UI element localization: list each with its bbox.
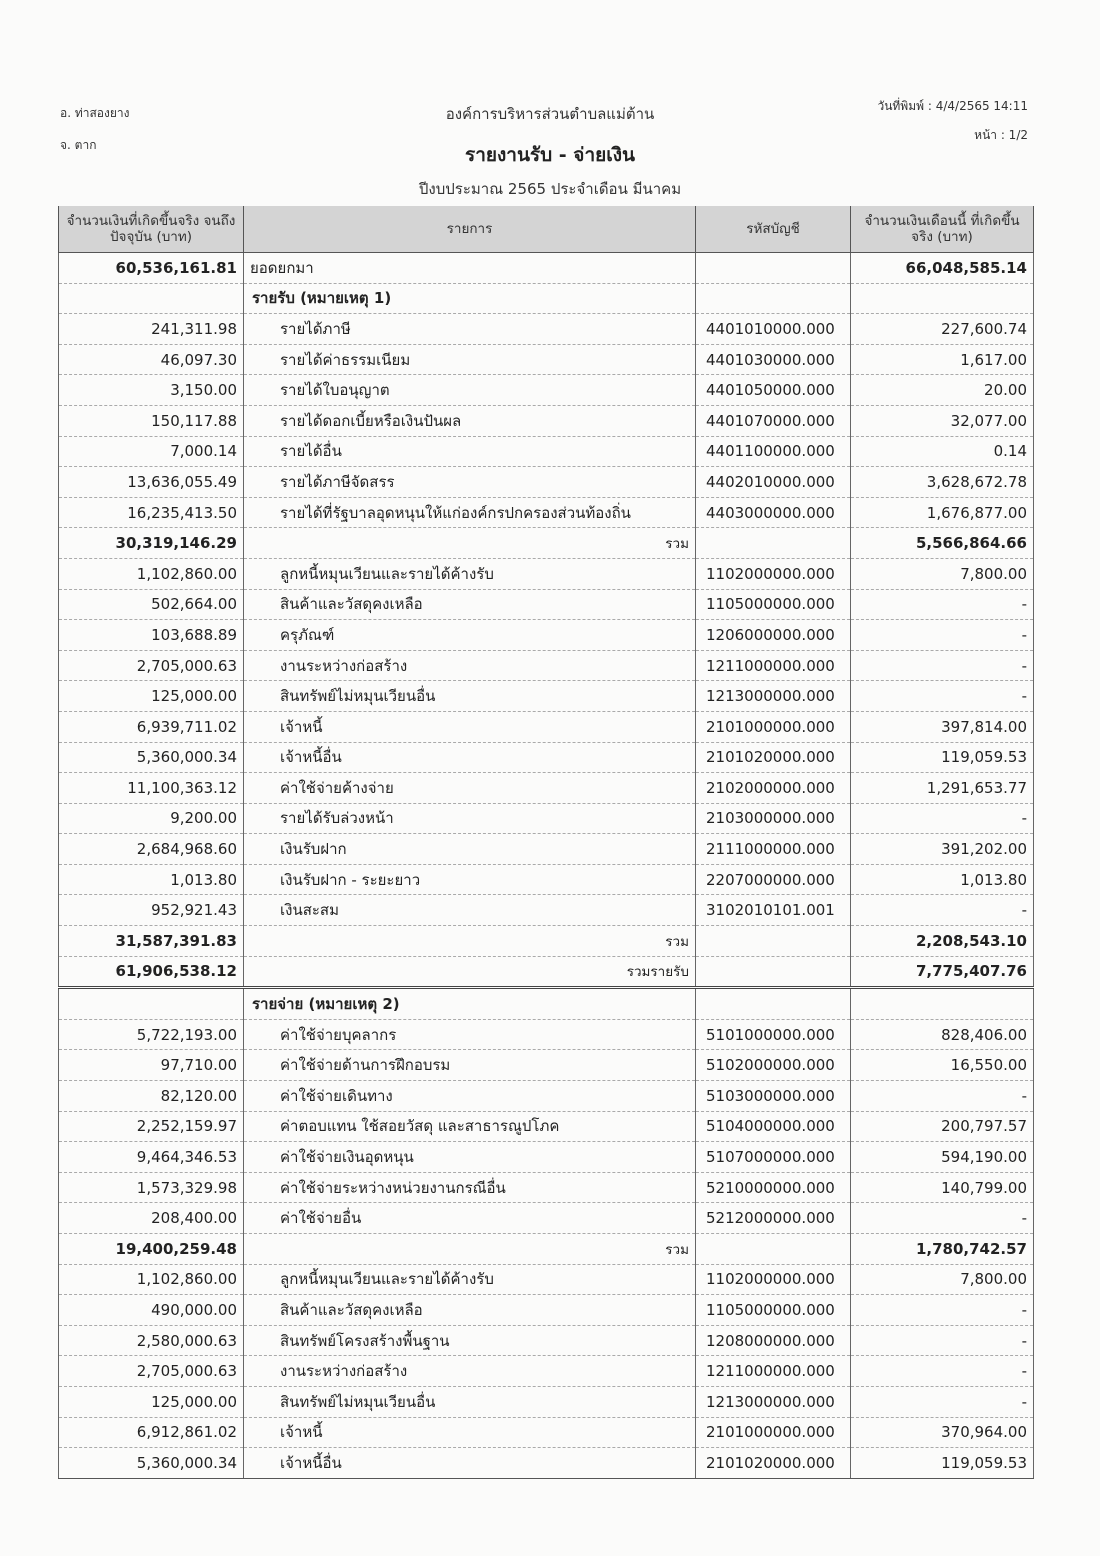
table-row — [59, 1050, 1034, 1081]
account-code: 5102000000.000 — [696, 1050, 851, 1081]
item-label: รายได้รับล่วงหน้า — [244, 803, 696, 834]
item-label: รายได้ที่รัฐบาลอุดหนุนให้แก่องค์กรปกครองส่วนท้องถิ่น — [244, 497, 696, 528]
month-amount: - — [851, 681, 1034, 712]
item-label: เงินรับฝาก — [244, 834, 696, 865]
table-row — [59, 988, 1034, 1020]
table-row — [59, 253, 1034, 284]
account-code: 4403000000.000 — [696, 497, 851, 528]
cumulative-amount: 2,684,968.60 — [59, 834, 244, 865]
cumulative-amount: 19,400,259.48 — [59, 1234, 244, 1265]
account-code: 2207000000.000 — [696, 864, 851, 895]
month-amount: 370,964.00 — [851, 1417, 1034, 1448]
table-row — [59, 1295, 1034, 1326]
item-label: รวม — [244, 926, 696, 957]
cumulative-amount: 9,200.00 — [59, 803, 244, 834]
month-amount: 16,550.00 — [851, 1050, 1034, 1081]
account-code: 1206000000.000 — [696, 620, 851, 651]
table-header-row — [59, 206, 1034, 253]
table-row — [59, 1203, 1034, 1234]
item-label: ค่าใช้จ่ายด้านการฝึกอบรม — [244, 1050, 696, 1081]
table-row — [59, 283, 1034, 314]
cumulative-amount: 1,102,860.00 — [59, 1264, 244, 1295]
month-amount — [851, 988, 1034, 1020]
report-title: รายงานรับ - จ่ายเงิน — [464, 144, 636, 166]
item-label: ลูกหนี้หมุนเวียนและรายได้ค้างรับ — [244, 1264, 696, 1295]
table-row — [59, 681, 1034, 712]
column-header-cumulative: จำนวนเงินที่เกิดขึ้นจริง จนถึงปัจจุบัน (บาท) — [59, 206, 244, 253]
cumulative-amount: 5,722,193.00 — [59, 1019, 244, 1050]
month-amount: 397,814.00 — [851, 711, 1034, 742]
item-label: รวม — [244, 528, 696, 559]
report-body — [59, 253, 1034, 1479]
account-code — [696, 988, 851, 1020]
table-row — [59, 895, 1034, 926]
month-amount: 1,013.80 — [851, 864, 1034, 895]
month-amount: 200,797.57 — [851, 1111, 1034, 1142]
column-header-this-month: จำนวนเงินเดือนนี้ ที่เกิดขึ้นจริง (บาท) — [851, 206, 1034, 253]
month-amount: 7,800.00 — [851, 558, 1034, 589]
account-code: 4402010000.000 — [696, 467, 851, 498]
cumulative-amount: 125,000.00 — [59, 1386, 244, 1417]
item-label: ครุภัณฑ์ — [244, 620, 696, 651]
table-row — [59, 711, 1034, 742]
item-label: รายได้ภาษี — [244, 314, 696, 345]
month-amount: 391,202.00 — [851, 834, 1034, 865]
month-amount: - — [851, 895, 1034, 926]
month-amount: 7,800.00 — [851, 1264, 1034, 1295]
cumulative-amount: 60,536,161.81 — [59, 253, 244, 284]
month-amount: 5,566,864.66 — [851, 528, 1034, 559]
month-amount: 0.14 — [851, 436, 1034, 467]
item-label: ค่าใช้จ่ายระหว่างหน่วยงานกรณีอื่น — [244, 1172, 696, 1203]
item-label: ลูกหนี้หมุนเวียนและรายได้ค้างรับ — [244, 558, 696, 589]
table-row — [59, 1448, 1034, 1479]
account-code — [696, 528, 851, 559]
item-label: รวมรายรับ — [244, 956, 696, 988]
table-row — [59, 803, 1034, 834]
item-label: รายได้ค่าธรรมเนียม — [244, 344, 696, 375]
account-code: 1213000000.000 — [696, 1386, 851, 1417]
account-code: 5104000000.000 — [696, 1111, 851, 1142]
item-label: งานระหว่างก่อสร้าง — [244, 650, 696, 681]
item-label: สินทรัพย์ไม่หมุนเวียนอื่น — [244, 681, 696, 712]
account-code: 2101000000.000 — [696, 711, 851, 742]
month-amount: 227,600.74 — [851, 314, 1034, 345]
month-amount: - — [851, 1295, 1034, 1326]
item-label: สินทรัพย์โครงสร้างพื้นฐาน — [244, 1325, 696, 1356]
account-code: 1105000000.000 — [696, 589, 851, 620]
table-row — [59, 314, 1034, 345]
month-amount: 1,291,653.77 — [851, 773, 1034, 804]
month-amount: - — [851, 650, 1034, 681]
column-header-item: รายการ — [244, 206, 696, 253]
month-amount: - — [851, 1325, 1034, 1356]
cumulative-amount: 103,688.89 — [59, 620, 244, 651]
cumulative-amount: 5,360,000.34 — [59, 1448, 244, 1479]
table-row — [59, 1172, 1034, 1203]
account-code: 2102000000.000 — [696, 773, 851, 804]
table-row — [59, 1234, 1034, 1265]
organization-name: องค์การบริหารส่วนตำบลแม่ต้าน — [445, 105, 655, 123]
account-code — [696, 956, 851, 988]
account-code: 5101000000.000 — [696, 1019, 851, 1050]
month-amount: 594,190.00 — [851, 1142, 1034, 1173]
item-label: ค่าตอบแทน ใช้สอยวัสดุ และสาธารณูปโภค — [244, 1111, 696, 1142]
month-amount: - — [851, 1203, 1034, 1234]
table-row — [59, 589, 1034, 620]
month-amount: 140,799.00 — [851, 1172, 1034, 1203]
table-row — [59, 528, 1034, 559]
table-row — [59, 926, 1034, 957]
cumulative-amount: 3,150.00 — [59, 375, 244, 406]
table-row — [59, 1142, 1034, 1173]
item-label: รวม — [244, 1234, 696, 1265]
cumulative-amount: 61,906,538.12 — [59, 956, 244, 988]
print-date: วันที่พิมพ์ : 4/4/2565 14:11 — [877, 99, 1028, 113]
cumulative-amount: 82,120.00 — [59, 1081, 244, 1112]
month-amount: - — [851, 589, 1034, 620]
cumulative-amount: 16,235,413.50 — [59, 497, 244, 528]
cumulative-amount: 30,319,146.29 — [59, 528, 244, 559]
account-code: 1211000000.000 — [696, 1356, 851, 1387]
cumulative-amount: 13,636,055.49 — [59, 467, 244, 498]
account-code: 4401070000.000 — [696, 405, 851, 436]
table-row — [59, 650, 1034, 681]
cumulative-amount: 31,587,391.83 — [59, 926, 244, 957]
item-label: ค่าใช้จ่ายเงินอุดหนุน — [244, 1142, 696, 1173]
item-label: ค่าใช้จ่ายเดินทาง — [244, 1081, 696, 1112]
table-row — [59, 773, 1034, 804]
account-code: 5103000000.000 — [696, 1081, 851, 1112]
month-amount: 20.00 — [851, 375, 1034, 406]
page-number: หน้า : 1/2 — [974, 128, 1028, 142]
month-amount: 119,059.53 — [851, 742, 1034, 773]
account-code: 4401100000.000 — [696, 436, 851, 467]
account-code: 1102000000.000 — [696, 1264, 851, 1295]
cumulative-amount: 6,939,711.02 — [59, 711, 244, 742]
item-label: ค่าใช้จ่ายค้างจ่าย — [244, 773, 696, 804]
item-label: งานระหว่างก่อสร้าง — [244, 1356, 696, 1387]
month-amount: 66,048,585.14 — [851, 253, 1034, 284]
item-label: เงินสะสม — [244, 895, 696, 926]
month-amount: 7,775,407.76 — [851, 956, 1034, 988]
cumulative-amount: 241,311.98 — [59, 314, 244, 345]
cumulative-amount: 2,252,159.97 — [59, 1111, 244, 1142]
table-row — [59, 1264, 1034, 1295]
cumulative-amount — [59, 988, 244, 1020]
table-row — [59, 1019, 1034, 1050]
cumulative-amount: 5,360,000.34 — [59, 742, 244, 773]
table-row — [59, 1111, 1034, 1142]
table-row — [59, 864, 1034, 895]
table-row — [59, 956, 1034, 988]
cumulative-amount: 6,912,861.02 — [59, 1417, 244, 1448]
item-label: รายได้ภาษีจัดสรร — [244, 467, 696, 498]
table-row — [59, 344, 1034, 375]
cumulative-amount: 502,664.00 — [59, 589, 244, 620]
cumulative-amount: 1,573,329.98 — [59, 1172, 244, 1203]
cumulative-amount: 1,102,860.00 — [59, 558, 244, 589]
account-code: 5210000000.000 — [696, 1172, 851, 1203]
table-row — [59, 834, 1034, 865]
item-label: สินค้าและวัสดุคงเหลือ — [244, 1295, 696, 1326]
table-row — [59, 405, 1034, 436]
month-amount: 1,676,877.00 — [851, 497, 1034, 528]
table-row — [59, 436, 1034, 467]
item-label: รายได้อื่น — [244, 436, 696, 467]
account-code: 2101000000.000 — [696, 1417, 851, 1448]
item-label: สินค้าและวัสดุคงเหลือ — [244, 589, 696, 620]
account-code — [696, 253, 851, 284]
account-code: 5107000000.000 — [696, 1142, 851, 1173]
table-row — [59, 742, 1034, 773]
item-label: สินทรัพย์ไม่หมุนเวียนอื่น — [244, 1386, 696, 1417]
district-label: อ. ท่าสองยาง — [60, 106, 130, 120]
item-label: เจ้าหนี้อื่น — [244, 742, 696, 773]
account-code: 4401010000.000 — [696, 314, 851, 345]
table-row — [59, 558, 1034, 589]
table-row — [59, 1356, 1034, 1387]
cumulative-amount: 208,400.00 — [59, 1203, 244, 1234]
account-code: 4401050000.000 — [696, 375, 851, 406]
table-row — [59, 1417, 1034, 1448]
table-row — [59, 497, 1034, 528]
account-code: 2101020000.000 — [696, 742, 851, 773]
cumulative-amount: 7,000.14 — [59, 436, 244, 467]
item-label: เจ้าหนี้ — [244, 1417, 696, 1448]
column-header-account-code: รหัสบัญชี — [696, 206, 851, 253]
table-row — [59, 375, 1034, 406]
month-amount: - — [851, 1356, 1034, 1387]
table-row — [59, 620, 1034, 651]
month-amount: 3,628,672.78 — [851, 467, 1034, 498]
month-amount: 32,077.00 — [851, 405, 1034, 436]
cumulative-amount: 490,000.00 — [59, 1295, 244, 1326]
section-heading: รายรับ (หมายเหตุ 1) — [244, 283, 696, 314]
item-label: ยอดยกมา — [244, 253, 696, 284]
month-amount: - — [851, 620, 1034, 651]
account-code: 2103000000.000 — [696, 803, 851, 834]
month-amount: - — [851, 803, 1034, 834]
item-label: รายได้ดอกเบี้ยหรือเงินปันผล — [244, 405, 696, 436]
account-code: 1105000000.000 — [696, 1295, 851, 1326]
report-table — [58, 206, 1034, 1479]
account-code: 1102000000.000 — [696, 558, 851, 589]
cumulative-amount: 2,705,000.63 — [59, 1356, 244, 1387]
cumulative-amount: 9,464,346.53 — [59, 1142, 244, 1173]
table-row — [59, 1386, 1034, 1417]
month-amount — [851, 283, 1034, 314]
cumulative-amount: 1,013.80 — [59, 864, 244, 895]
item-label: ค่าใช้จ่ายอื่น — [244, 1203, 696, 1234]
cumulative-amount: 150,117.88 — [59, 405, 244, 436]
table-row — [59, 1081, 1034, 1112]
table-row — [59, 1325, 1034, 1356]
month-amount: 828,406.00 — [851, 1019, 1034, 1050]
account-code — [696, 1234, 851, 1265]
account-code — [696, 283, 851, 314]
cumulative-amount — [59, 283, 244, 314]
account-code — [696, 926, 851, 957]
table-row — [59, 467, 1034, 498]
account-code: 1211000000.000 — [696, 650, 851, 681]
month-amount: 119,059.53 — [851, 1448, 1034, 1479]
cumulative-amount: 125,000.00 — [59, 681, 244, 712]
item-label: รายได้ใบอนุญาต — [244, 375, 696, 406]
province-label: จ. ตาก — [60, 138, 97, 152]
account-code: 3102010101.001 — [696, 895, 851, 926]
month-amount: 1,617.00 — [851, 344, 1034, 375]
cumulative-amount: 952,921.43 — [59, 895, 244, 926]
account-code: 1208000000.000 — [696, 1325, 851, 1356]
account-code: 2101020000.000 — [696, 1448, 851, 1479]
section-heading: รายจ่าย (หมายเหตุ 2) — [244, 988, 696, 1020]
month-amount: - — [851, 1386, 1034, 1417]
cumulative-amount: 11,100,363.12 — [59, 773, 244, 804]
cumulative-amount: 2,705,000.63 — [59, 650, 244, 681]
cumulative-amount: 46,097.30 — [59, 344, 244, 375]
month-amount: 1,780,742.57 — [851, 1234, 1034, 1265]
cumulative-amount: 2,580,000.63 — [59, 1325, 244, 1356]
account-code: 1213000000.000 — [696, 681, 851, 712]
account-code: 2111000000.000 — [696, 834, 851, 865]
report-subtitle: ปีงบประมาณ 2565 ประจำเดือน มีนาคม — [418, 180, 682, 198]
month-amount: - — [851, 1081, 1034, 1112]
item-label: ค่าใช้จ่ายบุคลากร — [244, 1019, 696, 1050]
item-label: เงินรับฝาก - ระยะยาว — [244, 864, 696, 895]
cumulative-amount: 97,710.00 — [59, 1050, 244, 1081]
item-label: เจ้าหนี้ — [244, 711, 696, 742]
account-code: 4401030000.000 — [696, 344, 851, 375]
month-amount: 2,208,543.10 — [851, 926, 1034, 957]
item-label: เจ้าหนี้อื่น — [244, 1448, 696, 1479]
account-code: 5212000000.000 — [696, 1203, 851, 1234]
